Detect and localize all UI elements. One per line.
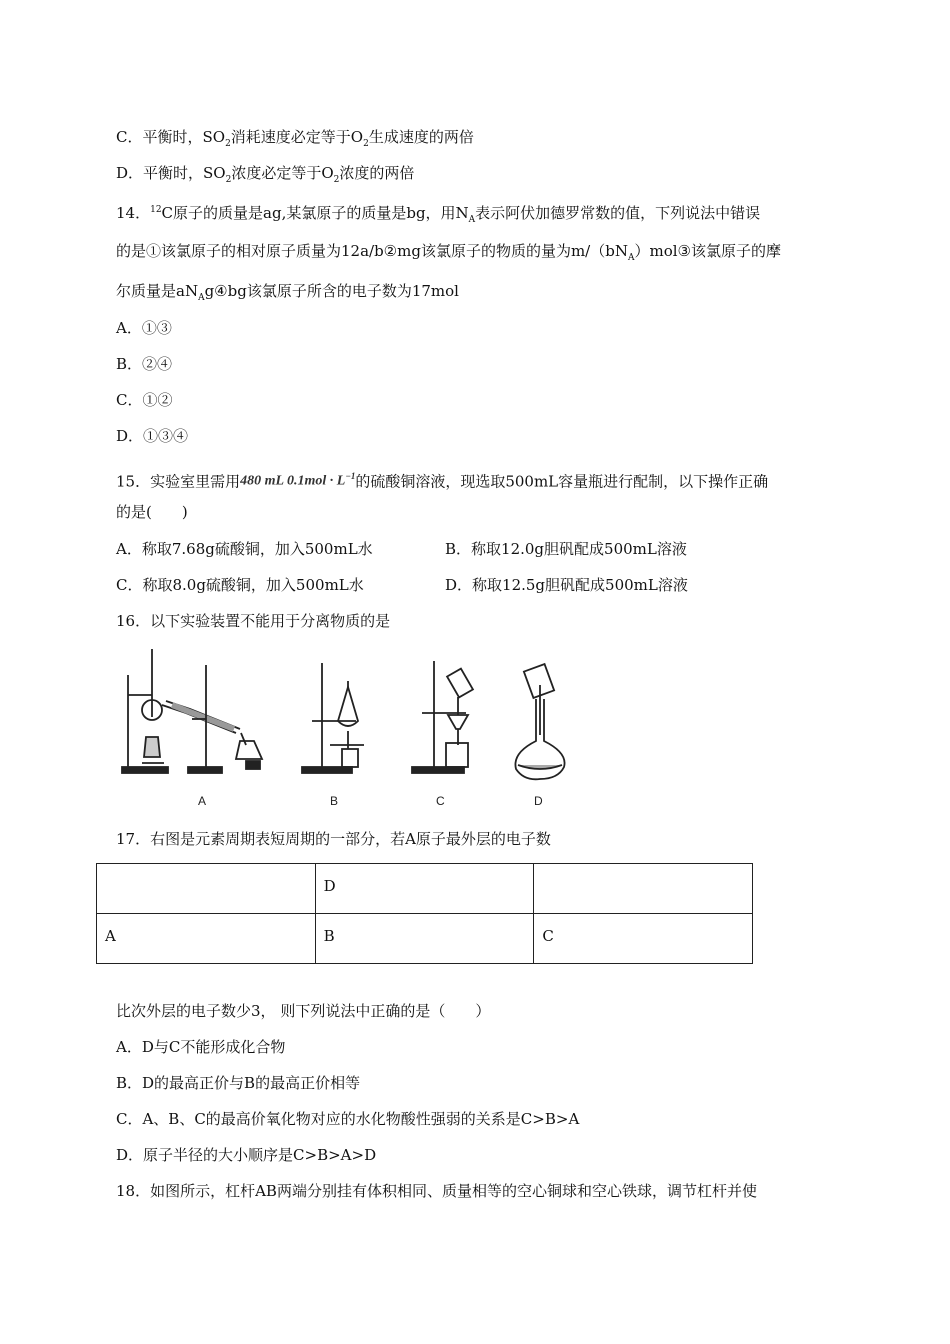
q14-stem-line1: 14．$^{12}$C原子的质量是ag,某氯原子的质量是bg，用$N_A$表示阿伏加德罗常数的值，下列说法中错误: [116, 204, 761, 225]
q14-stem-line2: 的是①该氯原子的相对原子质量为12a/b②mg该氯原子的物质的量为$m/(bN_A)mol③$该氯原子的摩: [116, 242, 781, 263]
periodic-table-fragment: [96, 863, 753, 964]
q17-stem: 17．右图是元素周期表短周期的一部分，若A原子最外层的电子数: [116, 830, 551, 848]
q15-option-d: D．称取12.5g胆矾配成500mL溶液: [445, 576, 688, 594]
q14-option-b: B．②④: [116, 355, 173, 373]
q17-stem2: 比次外层的电子数少3， 则下列说法中正确的是（ ）: [116, 1002, 491, 1020]
q17-option-c: C．A、B、C的最高价氧化物对应的水化物酸性强弱的关系是C>B>A: [116, 1110, 580, 1128]
q15-stem-line2: 的是( ): [116, 503, 188, 521]
table-row: [97, 864, 753, 914]
apparatus-label-d: D: [534, 794, 543, 808]
q14-option-c: C．①②: [116, 391, 173, 409]
q15-formula: 480 mL $0.1mol \cdot L^{-1}$: [240, 471, 356, 489]
table-cell: D: [315, 864, 534, 914]
q18-stem: 18．如图所示，杠杆AB两端分别挂有体积相同、质量相等的空心铜球和空心铁球，调节杠杆并使: [116, 1182, 757, 1200]
lab-apparatus-figure: [116, 645, 596, 815]
apparatus-label-a: A: [198, 794, 207, 808]
apparatus-b-separatory-funnel: [302, 663, 364, 773]
q13-option-c: C．平衡时，$SO_2$消耗速度必定等于$O_2$生成速度的两倍: [116, 128, 474, 149]
q17-option-d: D．原子半径的大小顺序是C>B>A>D: [116, 1146, 377, 1164]
apparatus-d-volumetric-flask: [515, 664, 564, 779]
q14-option-a: A．①③: [116, 319, 172, 337]
table-cell: [534, 864, 753, 914]
q17-option-a: A．D与C不能形成化合物: [116, 1038, 286, 1056]
table-row: [97, 914, 753, 964]
q15-option-c: C．称取8.0g硫酸铜，加入500mL水: [116, 576, 364, 594]
table-cell: C: [534, 914, 753, 964]
q15-stem-line1: 15．实验室里需用480 mL $0.1mol \cdot L^{-1}$的硫酸铜溶液，现选取500mL容量瓶进行配制，以下操作正确: [116, 466, 768, 492]
q15-option-a: A．称取7.68g硫酸铜，加入500mL水: [116, 540, 373, 558]
table-cell: A: [97, 914, 316, 964]
table-cell: [97, 864, 316, 914]
q16-stem: 16．以下实验装置不能用于分离物质的是: [116, 612, 391, 630]
q13-option-d: D．平衡时，$SO_2$浓度必定等于$O_2$浓度的两倍: [116, 164, 415, 185]
q17-option-b: B．D的最高正价与B的最高正价相等: [116, 1074, 361, 1092]
q14-stem-line3: 尔质量是$aN_Ag④bg$该氯原子所含的电子数为17mol: [116, 282, 459, 303]
table-cell: B: [315, 914, 534, 964]
q14-option-d: D．①③④: [116, 427, 189, 445]
apparatus-label-b: B: [330, 794, 339, 808]
apparatus-label-c: C: [436, 794, 445, 808]
q15-option-b: B．称取12.0g胆矾配成500mL溶液: [445, 540, 687, 558]
apparatus-a-distillation: [122, 649, 262, 773]
apparatus-c-filtration: [412, 661, 473, 773]
